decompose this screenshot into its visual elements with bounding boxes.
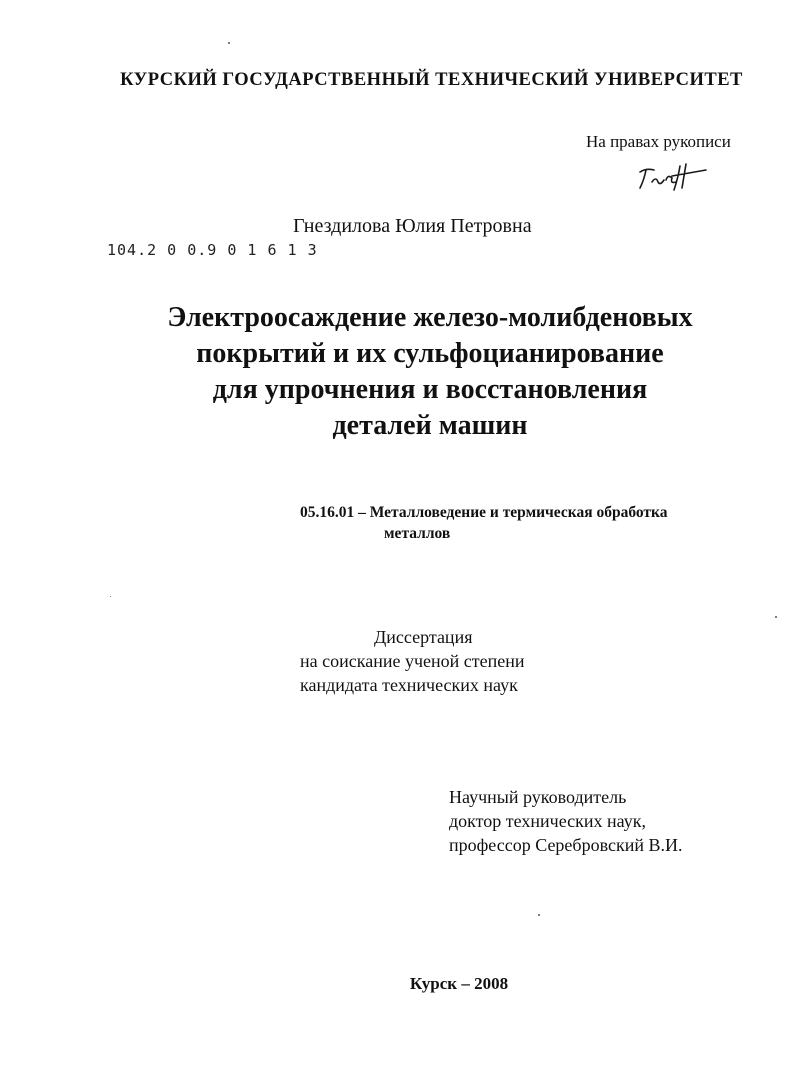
university-name: КУРСКИЙ ГОСУДАРСТВЕННЫЙ ТЕХНИЧЕСКИЙ УНИВЕРСИТЕТ: [120, 70, 743, 90]
scan-speck: [538, 914, 540, 916]
supervisor-block: [449, 785, 682, 857]
scan-speck: [775, 616, 777, 618]
supervisor-line: доктор технических наук,: [449, 811, 646, 831]
supervisor-line: Научный руководитель: [449, 787, 627, 807]
title-line: покрытий и их сульфоцианирование: [196, 338, 664, 369]
archive-code: 104.2 0 0.9 0 1 6 1 3: [107, 241, 318, 259]
title-line: Электроосаждение железо-молибденовых: [167, 302, 693, 333]
handwritten-signature: [632, 160, 712, 194]
specialty-line: металлов: [384, 525, 451, 542]
degree-line: на соискание ученой степени: [300, 651, 525, 671]
city-year: Курск – 2008: [409, 974, 509, 993]
supervisor-line: профессор Серебровский В.И.: [449, 835, 683, 855]
degree-line: кандидата технических наук: [300, 675, 518, 695]
scan-speck: [110, 596, 111, 597]
rights-note: На правах рукописи: [586, 132, 731, 151]
title-line: для упрочнения и восстановления: [212, 374, 648, 405]
author-name: Гнездилова Юлия Петровна: [293, 215, 532, 237]
scan-speck: [228, 42, 230, 44]
specialty-code: [300, 502, 667, 544]
degree-line: Диссертация: [374, 627, 473, 647]
title-line: деталей машин: [332, 410, 528, 441]
degree-statement: [300, 625, 525, 697]
specialty-line: 05.16.01 – Металловедение и термическая обработка: [300, 504, 668, 521]
dissertation-title: [130, 300, 730, 444]
